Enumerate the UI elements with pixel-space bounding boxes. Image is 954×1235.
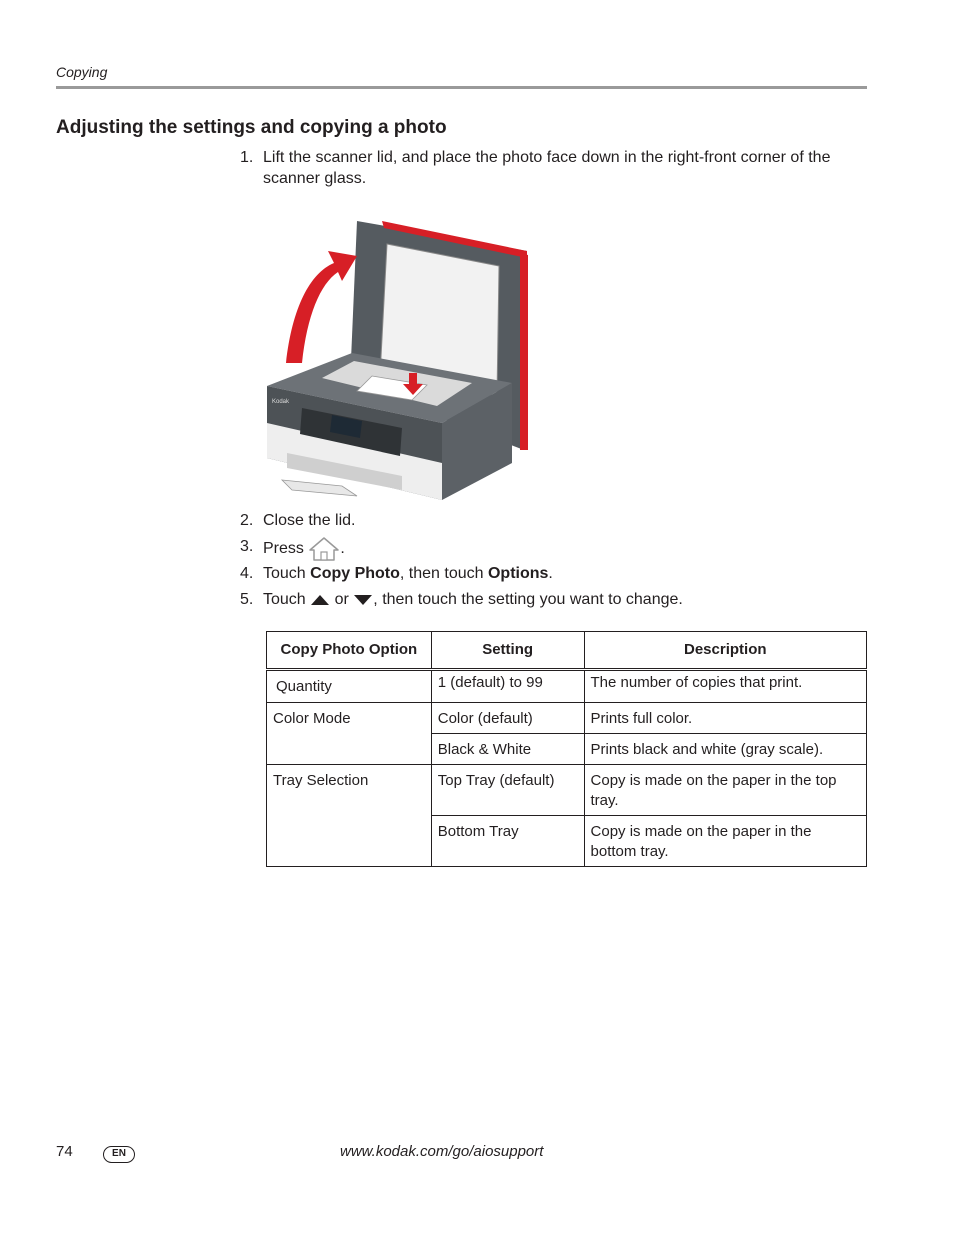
- down-arrow-icon: [353, 594, 373, 606]
- description-cell: Copy is made on the paper in the top tray.: [584, 765, 866, 816]
- table-row: [267, 670, 867, 703]
- header-rule: [56, 86, 867, 89]
- step-text: [263, 536, 860, 562]
- step-text-pre: Press: [263, 540, 304, 558]
- brand-logo: Kodak: [272, 399, 290, 405]
- description-cell: Copy is made on the paper in the bottom tray.: [584, 816, 866, 867]
- description-cell: The number of copies that print.: [584, 670, 866, 703]
- step-text-post: .: [548, 565, 553, 582]
- step-number: 3.: [240, 538, 254, 555]
- setting-cell: Bottom Tray: [431, 816, 584, 867]
- table-header-row: [267, 632, 867, 670]
- setting-cell: Black & White: [431, 734, 584, 765]
- step-text-mid: , then touch: [399, 565, 488, 582]
- up-arrow-icon: [310, 594, 330, 606]
- page-number: 74: [56, 1143, 73, 1160]
- setting-cell: Top Tray (default): [431, 765, 584, 816]
- step-text-pre: Touch: [263, 565, 311, 582]
- column-header-description: Description: [584, 632, 866, 670]
- table-row: [267, 765, 867, 816]
- copy-photo-options-table: [266, 631, 867, 867]
- language-badge: EN: [103, 1146, 135, 1163]
- step-text: [263, 589, 860, 610]
- step-text-post: , then touch the setting you want to change.: [373, 591, 683, 608]
- step-text: Close the lid.: [263, 512, 356, 529]
- table-row: [267, 703, 867, 734]
- description-cell: Prints full color.: [584, 703, 866, 734]
- lift-arrow-icon: [286, 251, 357, 363]
- setting-cell: Color (default): [431, 703, 584, 734]
- step-text-pre: Touch: [263, 591, 306, 608]
- option-cell: Quantity: [267, 670, 432, 703]
- step-text-mid: or: [334, 591, 349, 608]
- lid-red-side: [520, 253, 528, 450]
- step-text: [263, 563, 860, 584]
- home-icon: [308, 536, 340, 562]
- description-cell: Prints black and white (gray scale).: [584, 734, 866, 765]
- printer-illustration: [262, 218, 532, 508]
- step-number: 4.: [240, 565, 254, 582]
- step-number: 1.: [240, 149, 254, 166]
- section-title: Adjusting the settings and copying a photo: [56, 117, 447, 138]
- column-header-setting: Setting: [431, 632, 584, 670]
- output-tray: [282, 480, 357, 496]
- setting-cell: 1 (default) to 99: [431, 670, 584, 703]
- step-number: 5.: [240, 591, 254, 608]
- step-text-post: .: [340, 540, 345, 558]
- options-label: Options: [487, 565, 549, 582]
- option-cell: Color Mode: [267, 703, 432, 765]
- support-url[interactable]: www.kodak.com/go/aiosupport: [340, 1143, 544, 1160]
- running-header: Copying: [56, 64, 108, 80]
- step-text: Lift the scanner lid, and place the photo face down in the right-front corner of the scanner glass.: [263, 149, 831, 187]
- option-cell: Tray Selection: [267, 765, 432, 867]
- column-header-option: Copy Photo Option: [267, 632, 432, 670]
- copy-photo-label: Copy Photo: [310, 565, 400, 582]
- step-number: 2.: [240, 512, 254, 529]
